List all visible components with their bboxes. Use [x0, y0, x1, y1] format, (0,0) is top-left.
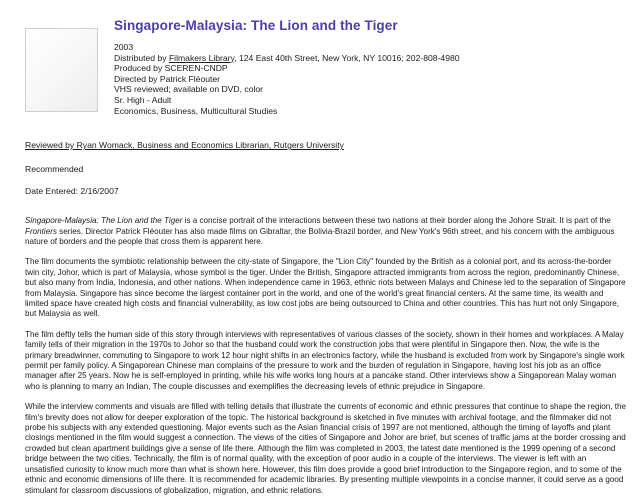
- meta-distributor: [114, 53, 460, 64]
- review-date-entered: Date Entered: 2/16/2007: [25, 186, 119, 197]
- paragraph-2: [25, 257, 627, 319]
- text-run: While the interview comments and visuals are filled with telling details that illustrate the currents of economic and ethnic pressures that continue to shape the region, the film's brevity does not allow for deeper exploration of the topic. The historical background is sketched in five minutes with archival footage, and the filmmaker did not probe his subjects with any extended questioning. Major events such as the Asian financial crisis of 1997 are not mentioned, although the timing of layoffs and plant closings mentioned in the film would suggest a connection. The views of the cities of Singapore and Johor are brief, but scenes of traffic jams at the border crossing and crowded but clean apartment buildings give a sense of life there. Although the film was completed in 2003, the latest date mentioned is the 1999 opening of a second bridge between the two cities. Technically, the film is of normal quality, with the exception of poor audio in a couple of the interviews. The viewer is left with an unsatisfied curiosity to know much more than what is shown here. However, this film does provide a good brief introduction to the Singapore region, and to some of the ethnic and economic dimensions of life there. It is recommended for academic libraries. By presenting multiple viewpoints in a concise manner, it could serve as a good stimulant for classroom discussions of globalization, migration, and ethnic relations.: [25, 402, 627, 495]
- meta-producer: Produced by SCEREN-CNDP: [114, 63, 228, 74]
- text-run: The film deftly tells the human side of this story through interviews with representatives of various classes of the society, shown in their homes and workplaces. A Malay family tells of their migration in the 1970s to Johor so that the husband could work the construction jobs that were plentiful in Singapore then. Now, the wife is the primary breadwinner, commuting to Singapore to work 12 hour night shifts in an electronics factory, while the husband is excluded from work by Singapore's single work permit per family policy. A Singaporean Chinese man complains of the pressure to work and the burden of regulation in Singapore, having lost his job as an office manager after 25 years. Now he is self-employed in printing, while his wife works long hours at a pancake stand. Other interviews show a Singaporean Malay woman who is planning to marry an Indian, The couple discusses and exemplifies the decreasing levels of ethnic prejudice in Singapore.: [25, 329, 625, 391]
- text-run: series. Director Patrick Fléouter has also made films on Gibraltar, the Bolivia-Brazil border, and New York's 96th street, and his concern with the ambiguous nature of borders and the people that cross them is apparent here.: [25, 226, 615, 246]
- review-body: [25, 216, 627, 496]
- distributor-address: , 124 East 40th Street, New York, NY 10016; 202-808-4980: [234, 52, 460, 63]
- meta-subjects: Economics, Business, Multicultural Studies: [114, 105, 278, 116]
- paragraph-3: [25, 330, 627, 392]
- distributor-link[interactable]: Filmakers Library: [168, 52, 235, 63]
- text-run: is a concise portrait of the interactions between these two nations at their border along the Johore Strait. It is part of the: [182, 216, 611, 226]
- meta-director: Directed by Patrick Fléouter: [114, 73, 221, 84]
- text-run: The film documents the symbiotic relationship between the city-state of Singapore, the "Lion City" founded by the British as a colonial port, and its across-the-border twin city, Johor, which is part of Malaysia, whose symbol is the tiger. Under the British, Singapore attracted immigrants from across the region, predominantly Chinese, but also many from India, Indonesia, and other nations. When independence came in 1963, ethnic riots between Malays and Chinese led to the separation of Singapore from Malaysia. Singapore has since become the largest container port in the world, and one of the world's great financial centers. At the same time, its wealth and limited space have created high costs and financial vulnerability, as low cost jobs are being outsourced to China and other countries. This has hurt not only Singapore, but Malaysia as well.: [25, 257, 626, 319]
- record-metadata: [114, 18, 460, 116]
- page-title: Singapore-Malaysia: The Lion and the Tiger: [114, 18, 398, 33]
- paragraph-1: [25, 216, 627, 247]
- reviewer-link[interactable]: Reviewed by Ryan Womack, Business and Economics Librarian, Rutgers University: [25, 140, 344, 151]
- italic-run: Singapore-Malaysia: The Lion and the Tiger: [25, 216, 183, 226]
- italic-run: Frontiers: [25, 226, 57, 236]
- meta-format: VHS reviewed; available on DVD, color: [114, 84, 264, 95]
- meta-audience: Sr. High - Adult: [114, 94, 172, 105]
- distributed-by-label: Distributed by: [114, 52, 169, 63]
- review-credit-block: [25, 135, 627, 197]
- record-header: [25, 18, 627, 116]
- meta-year: 2003: [114, 42, 134, 52]
- review-rating: Recommended: [25, 164, 84, 175]
- paragraph-4: [25, 402, 627, 496]
- cover-image-placeholder: [25, 28, 98, 112]
